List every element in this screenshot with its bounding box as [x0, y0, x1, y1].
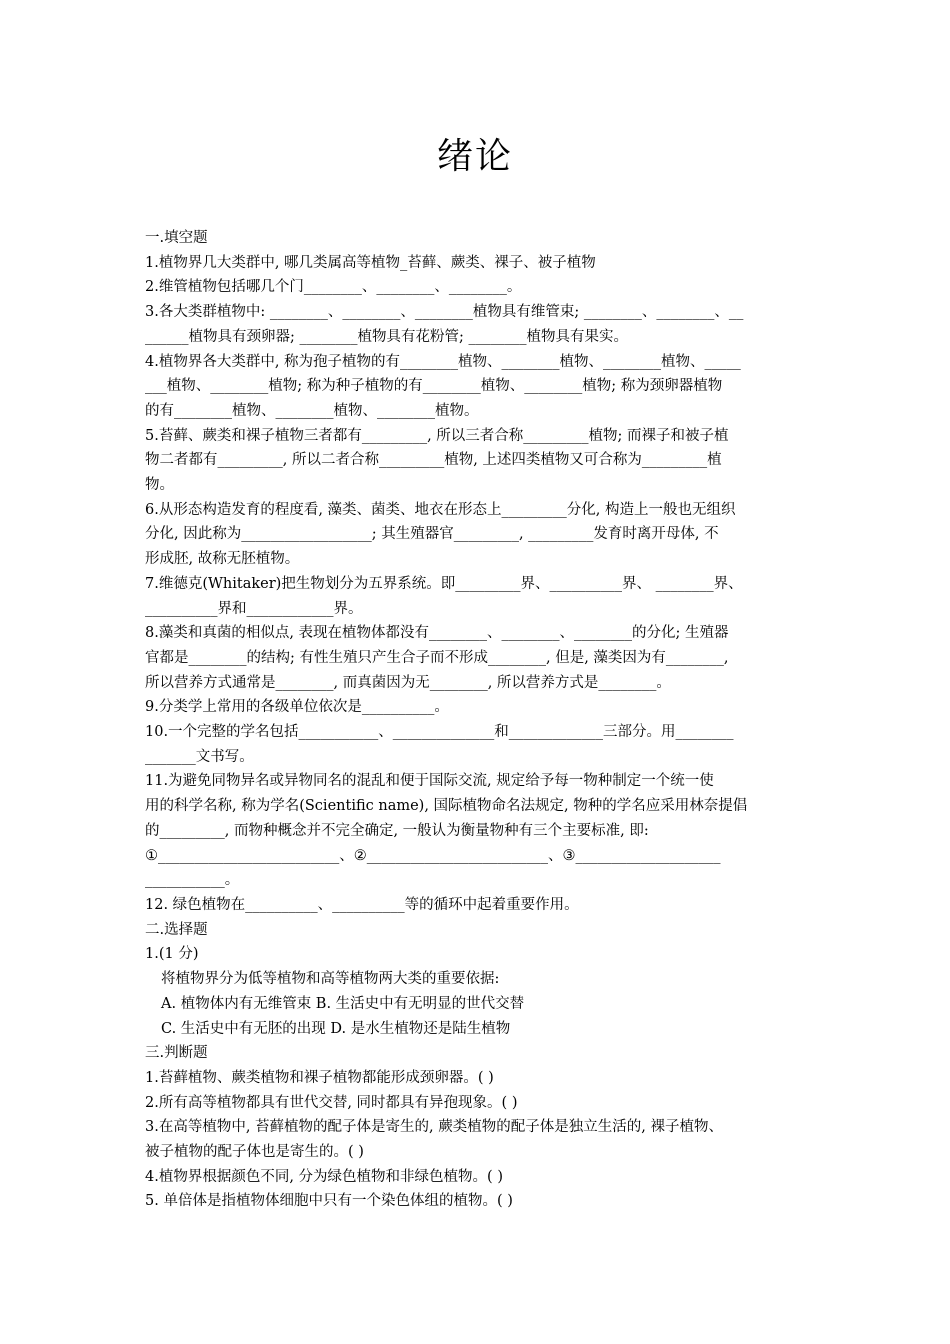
question-number: 1.(1 分): [145, 946, 199, 963]
section-heading-true-false: 三.判断题: [145, 1045, 208, 1062]
question-text: 4.植物界各大类群中, 称为孢子植物的有________植物、________植物、________植物、_____: [145, 353, 741, 370]
question-text: 5. 单倍体是指植物体细胞中只有一个染色体组的植物。( ): [145, 1193, 513, 1210]
choice-options: A. 植物体内有无维管束 B. 生活史中有无明显的世代交替: [161, 995, 525, 1012]
question-text: 的有________植物、________植物、________植物。: [145, 402, 479, 419]
question-stem: 将植物界分为低等植物和高等植物两大类的重要依据:: [161, 971, 500, 988]
question-text: 被子植物的配子体也是寄生的。( ): [145, 1144, 364, 1161]
question-text: 所以营养方式通常是________, 而真菌因为无________, 所以营养方式是________。: [145, 674, 671, 691]
question-text: __________界和____________界。: [145, 600, 363, 617]
question-text: 官都是________的结构; 有性生殖只产生合子而不形成________, 但是, 藻类因为有________,: [145, 649, 729, 666]
question-text: 3.在高等植物中, 苔藓植物的配子体是寄生的, 蕨类植物的配子体是独立生活的, 裸子植物、: [145, 1119, 723, 1136]
question-text: 7.维德克(Whitaker)把生物划分为五界系统。即_________界、__________界、 ________界、: [145, 575, 743, 592]
question-text: ___植物、________植物; 称为种子植物的有________植物、________植物; 称为颈卵器植物: [145, 378, 723, 395]
question-text: ______植物具有颈卵器; ________植物具有花粉管; ________植物具有果实。: [145, 328, 628, 345]
question-text: 用的科学名称, 称为学名(Scientific name), 国际植物命名法规定, 物种的学名应采用林奈提倡: [145, 798, 748, 815]
section-heading-choice: 二.选择题: [145, 921, 208, 938]
question-text: 1.植物界几大类群中, 哪几类属高等植物_苔藓、蕨类、裸子、被子植物: [145, 254, 596, 271]
choice-options: C. 生活史中有无胚的出现 D. 是水生植物还是陆生植物: [161, 1020, 511, 1037]
question-text: _______文书写。: [145, 748, 254, 765]
question-text: 4.植物界根据颜色不同, 分为绿色植物和非绿色植物。( ): [145, 1168, 503, 1185]
question-text: 物二者都有_________, 所以二者合称_________植物, 上述四类植物又可合称为_________植: [145, 452, 722, 469]
question-text: ___________。: [145, 872, 240, 889]
question-text: 3.各大类群植物中: ________、________、________植物具有维管束; ________、________、__: [145, 304, 744, 321]
question-text: 12. 绿色植物在__________、__________等的循环中起着重要作用。: [145, 896, 579, 913]
question-text: 形成胚, 故称无胚植物。: [145, 551, 300, 568]
question-text: 9.分类学上常用的各级单位依次是__________。: [145, 699, 449, 716]
page-title: 绪论: [436, 136, 513, 177]
question-text: 分化, 因此称为__________________; 其生殖器官_________, _________发育时离开母体, 不: [145, 526, 719, 543]
question-text: 1.苔藓植物、蕨类植物和裸子植物都能形成颈卵器。( ): [145, 1069, 494, 1086]
question-text: 2.所有高等植物都具有世代交替, 同时都具有异孢现象。( ): [145, 1094, 518, 1111]
question-text: 11.为避免同物异名或异物同名的混乱和便于国际交流, 规定给予每一物种制定一个统一使: [145, 773, 714, 790]
question-text: 10.一个完整的学名包括___________、______________和_____________三部分。用________: [145, 724, 734, 741]
document-body: [145, 226, 810, 1214]
question-text: 6.从形态构造发育的程度看, 藻类、菌类、地衣在形态上_________分化, 构造上一般也无组织: [145, 501, 736, 518]
section-heading-fill-blank: 一.填空题: [145, 230, 208, 246]
question-text: 5.苔藓、蕨类和裸子植物三者都有_________, 所以三者合称_________植物; 而裸子和被子植: [145, 427, 729, 444]
question-text: 的_________, 而物种概念并不完全确定, 一般认为衡量物种有三个主要标准, 即:: [145, 822, 649, 839]
question-text: 8.藻类和真菌的相似点, 表现在植物体都没有________、________、________的分化; 生殖器: [145, 625, 729, 642]
question-text: ①_________________________、②_________________________、③____________________: [145, 847, 721, 864]
question-text: 物。: [145, 477, 174, 494]
question-text: 2.维管植物包括哪几个门________、________、________。: [145, 279, 522, 296]
